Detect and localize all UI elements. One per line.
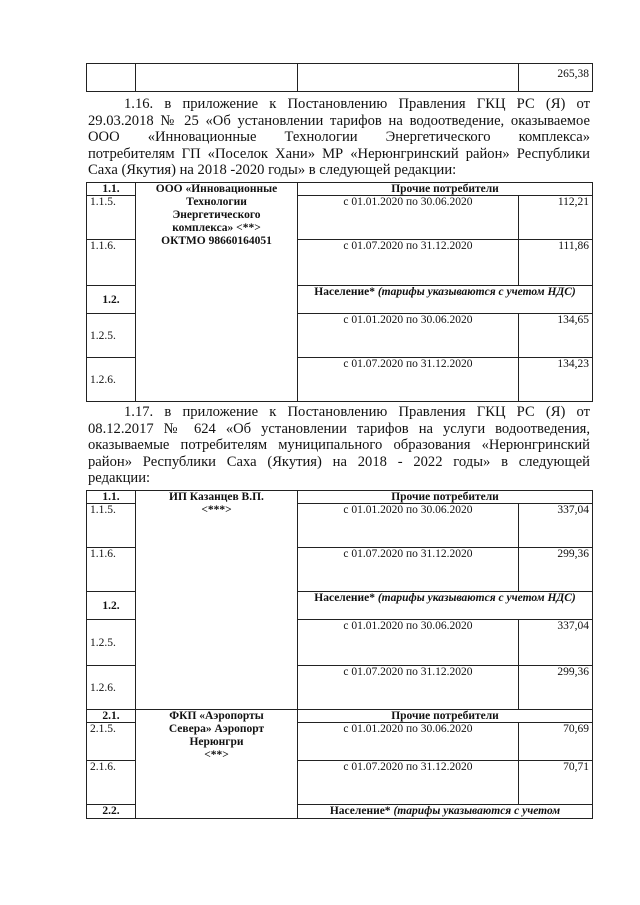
price-cell: 70,69 <box>519 723 593 761</box>
table-row <box>87 64 593 92</box>
price-cell: 337,04 <box>519 504 593 548</box>
tariff-table-1 <box>86 182 593 402</box>
period-cell: с 01.07.2020 по 31.12.2020 <box>298 548 519 592</box>
organization-cell: ФКП «Аэропорты Севера» Аэропорт Нерюнгри <**> <box>136 710 298 819</box>
price-cell: 134,23 <box>519 358 593 402</box>
section-header: Население* (тарифы указываются с учетом НДС) <box>298 592 593 620</box>
table-row <box>87 491 593 504</box>
paragraph-line: Саха (Якутия) на 2018 -2020 годы» в следующей редакции: <box>88 162 457 179</box>
section-number: 1.2. <box>87 286 136 314</box>
period-cell: с 01.07.2020 по 31.12.2020 <box>298 761 519 805</box>
period-cell: с 01.01.2020 по 30.06.2020 <box>298 723 519 761</box>
row-number: 1.2.5. <box>87 314 136 358</box>
paragraph-line: район» Республики Саха (Якутия) на 2018 - 2022 годы» в следующей <box>88 453 590 470</box>
section-header: Прочие потребители <box>298 491 593 504</box>
paragraph-line: потребителям ГП «Поселок Хани» МР «Нерюнгринский район» Республики <box>88 145 590 162</box>
price-cell: 265,38 <box>519 64 593 92</box>
paragraph-1-17 <box>88 404 590 487</box>
row-number: 1.2.6. <box>87 358 136 402</box>
section-number: 1.1. <box>87 491 136 504</box>
paragraph-line: 08.12.2017 № 624 «Об установлении тарифов на услуги водоотведения, <box>88 420 590 437</box>
period-cell: с 01.01.2020 по 30.06.2020 <box>298 314 519 358</box>
section-number: 2.1. <box>87 710 136 723</box>
row-number: 2.1.6. <box>87 761 136 805</box>
row-number: 2.1.5. <box>87 723 136 761</box>
table-row <box>87 710 593 723</box>
price-cell: 299,36 <box>519 548 593 592</box>
paragraph-line: 29.03.2018 № 25 «Об установлении тарифов на водоотведение, оказываемое <box>88 112 590 129</box>
period-cell: с 01.07.2020 по 31.12.2020 <box>298 240 519 286</box>
organization-cell: ИП Казанцев В.П. <***> <box>136 491 298 710</box>
row-number: 1.1.6. <box>87 548 136 592</box>
section-number: 1.1. <box>87 183 136 196</box>
row-number: 1.1.5. <box>87 504 136 548</box>
price-cell: 112,21 <box>519 196 593 240</box>
section-header: Население* (тарифы указываются с учетом <box>298 805 593 819</box>
price-cell: 337,04 <box>519 620 593 666</box>
section-number: 1.2. <box>87 592 136 620</box>
row-number: 1.1.5. <box>87 196 136 240</box>
organization-cell: ООО «Инновационные Технологии Энергетического комплекса» <**> ОКТМО 98660164051 <box>136 183 298 402</box>
period-cell: с 01.01.2020 по 30.06.2020 <box>298 196 519 240</box>
period-cell: с 01.01.2020 по 30.06.2020 <box>298 504 519 548</box>
price-cell: 299,36 <box>519 666 593 710</box>
paragraph-line: 1.16. в приложение к Постановлению Правления ГКЦ РС (Я) от <box>124 96 590 112</box>
tariff-table-2 <box>86 490 593 819</box>
row-number: 1.2.5. <box>87 620 136 666</box>
paragraph-line: ООО «Инновационные Технологии Энергетического комплекса» <box>88 129 590 146</box>
section-header: Прочие потребители <box>298 710 593 723</box>
period-cell: с 01.07.2020 по 31.12.2020 <box>298 358 519 402</box>
period-cell: с 01.01.2020 по 30.06.2020 <box>298 620 519 666</box>
paragraph-line: 1.17. в приложение к Постановлению Правления ГКЦ РС (Я) от <box>124 404 590 420</box>
section-number: 2.2. <box>87 805 136 819</box>
top-table-fragment <box>86 63 593 92</box>
table-row <box>87 183 593 196</box>
price-cell: 134,65 <box>519 314 593 358</box>
price-cell: 111,86 <box>519 240 593 286</box>
section-header: Население* (тарифы указываются с учетом НДС) <box>298 286 593 314</box>
period-cell: с 01.07.2020 по 31.12.2020 <box>298 666 519 710</box>
price-cell: 70,71 <box>519 761 593 805</box>
paragraph-line: оказываемые потребителям муниципального образования «Нерюнгринский <box>88 437 590 454</box>
row-number: 1.1.6. <box>87 240 136 286</box>
row-number: 1.2.6. <box>87 666 136 710</box>
paragraph-1-16 <box>88 96 590 179</box>
section-header: Прочие потребители <box>298 183 593 196</box>
paragraph-line: редакции: <box>88 470 151 487</box>
